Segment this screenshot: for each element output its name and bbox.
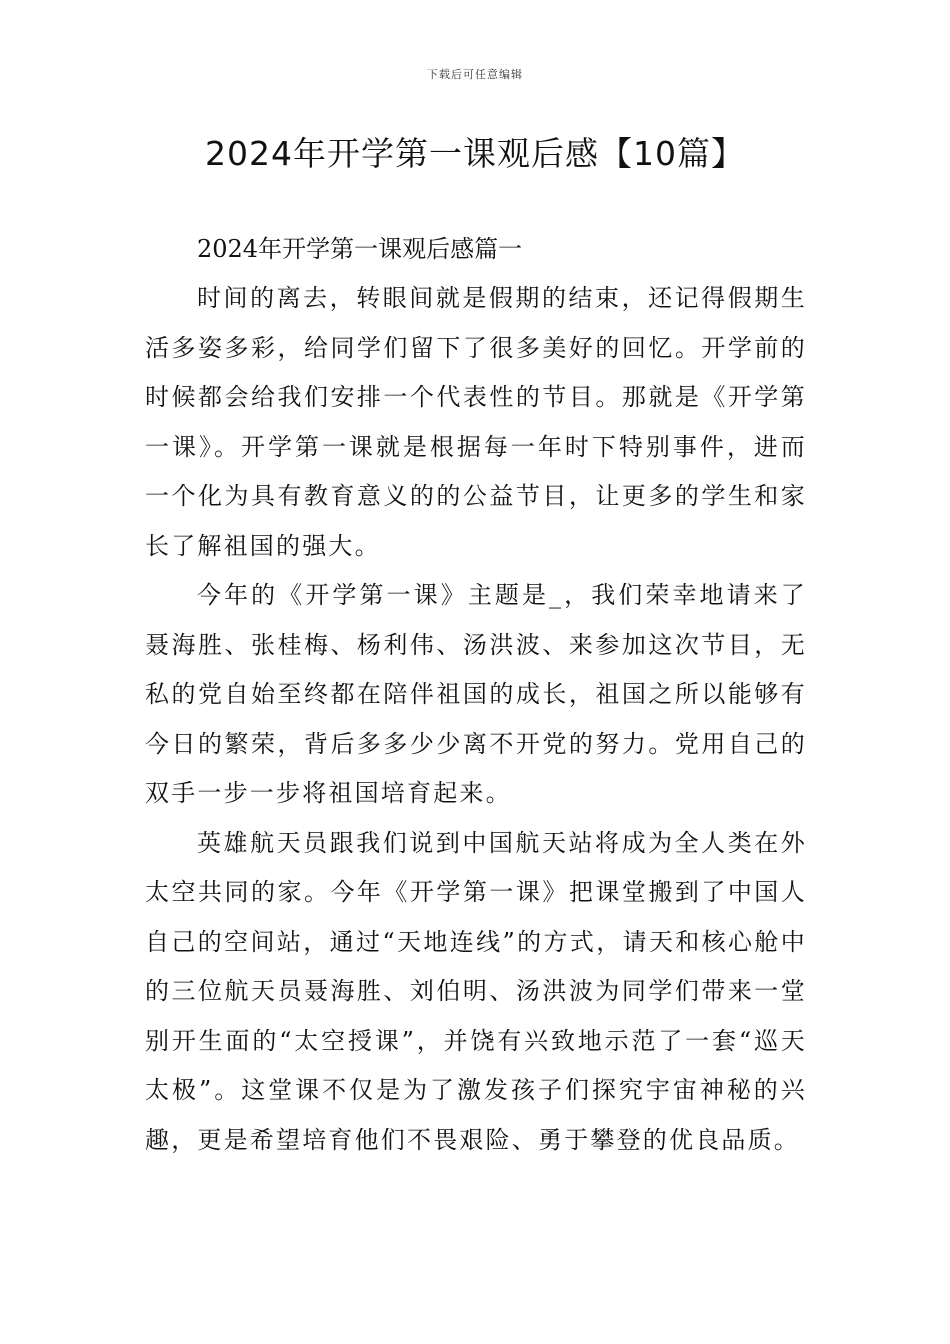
- document-body: [145, 225, 807, 1165]
- document-title: 2024年开学第一课观后感【10篇】: [205, 134, 745, 173]
- paragraph: 英雄航天员跟我们说到中国航天站将成为全人类在外太空共同的家。今年《开学第一课》把课堂搬到了中国人自己的空间站，通过“天地连线”的方式，请天和核心舱中的三位航天员聂海胜、刘伯明、汤洪波为同学们带来一堂别开生面的“太空授课”，并饶有兴致地示范了一套“巡天太极”。这堂课不仅是为了激发孩子们探究宇宙神秘的兴趣，更是希望培育他们不畏艰险、勇于攀登的优良品质。: [145, 828, 807, 1154]
- header-note: 下载后可任意编辑: [427, 68, 523, 81]
- paragraph: 今年的《开学第一课》主题是_，我们荣幸地请来了聂海胜、张桂梅、杨利伟、汤洪波、来参加这次节目，无私的党自始至终都在陪伴祖国的成长，祖国之所以能够有今日的繁荣，背后多多少少离不开党的努力。党用自己的双手一步一步将祖国培育起来。: [145, 581, 807, 807]
- section-heading: 2024年开学第一课观后感篇一: [197, 235, 523, 263]
- paragraph: 时间的离去，转眼间就是假期的结束，还记得假期生活多姿多彩，给同学们留下了很多美好的回忆。开学前的时候都会给我们安排一个代表性的节目。那就是《开学第一课》。开学第一课就是根据每一年时下特别事件，进而一个化为具有教育意义的的公益节目，让更多的学生和家长了解祖国的强大。: [145, 284, 807, 560]
